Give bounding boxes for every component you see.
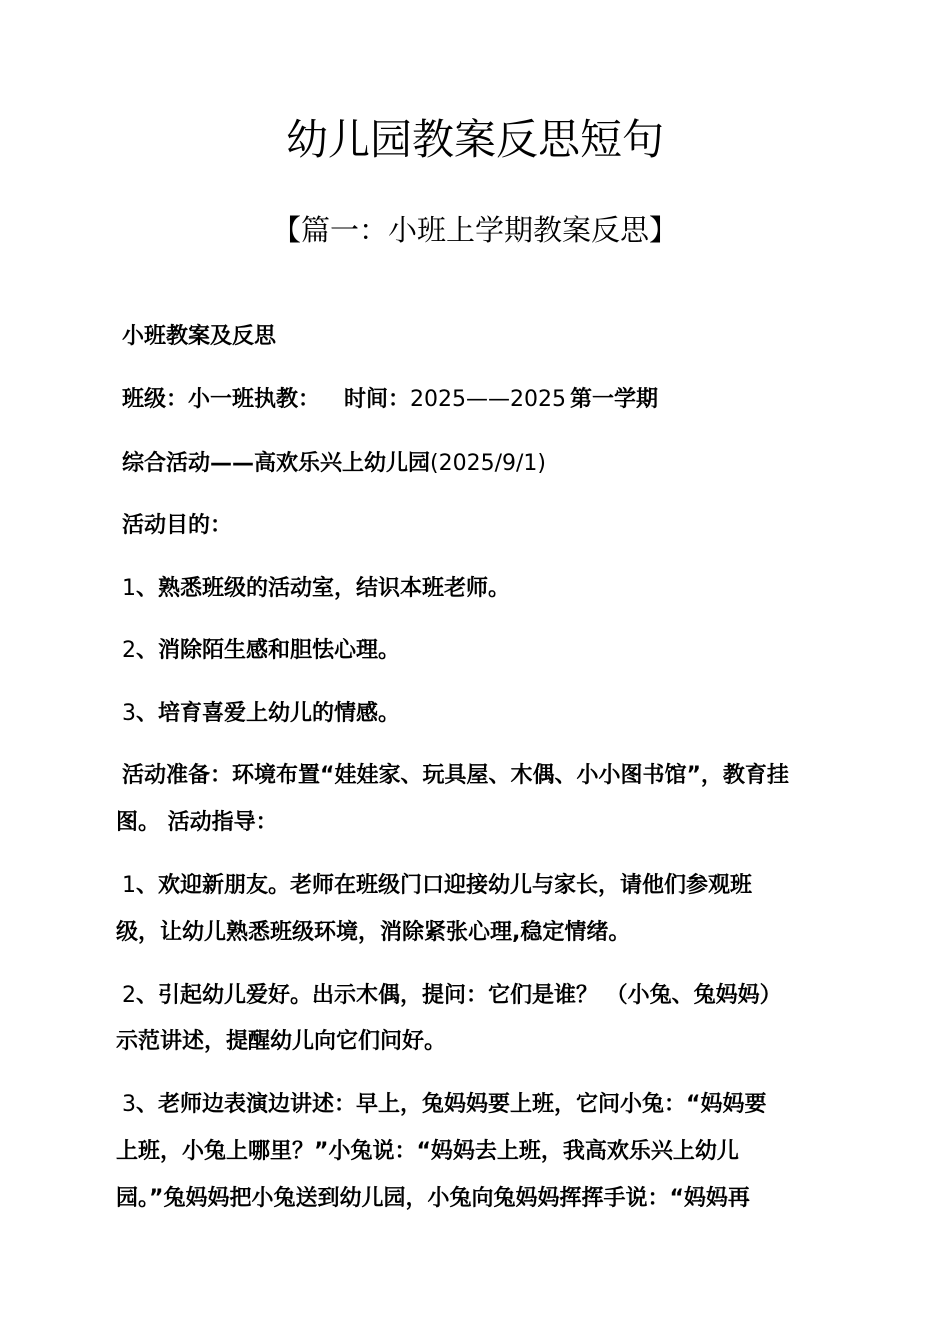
document-title: 幼儿园教案反思短句 bbox=[285, 115, 664, 164]
goal-item bbox=[122, 699, 400, 729]
term-label: 第一学期 bbox=[570, 387, 659, 412]
goal-text: 、培育喜爱上幼儿的情感。 bbox=[136, 701, 401, 726]
prep-line: 活动准备：环境布置“娃娃家、玩具屋、木偶、小小图书馆”，教育挂 bbox=[122, 763, 789, 788]
goal-number: 1 bbox=[122, 576, 136, 601]
goal-number: 3 bbox=[122, 701, 136, 726]
section-heading: 小班教案及反思 bbox=[122, 324, 277, 349]
step-line bbox=[122, 981, 782, 1011]
activity-date: (2025/9/1) bbox=[430, 451, 546, 476]
step-number: 3 bbox=[122, 1092, 136, 1117]
step-text: 、老师边表演边讲述：早上，兔妈妈要上班，它问小兔：“妈妈要 bbox=[136, 1092, 767, 1117]
step-number: 2 bbox=[122, 983, 136, 1008]
step-line bbox=[122, 871, 752, 901]
activity-title: 综合活动——高欢乐兴上幼儿园 bbox=[122, 451, 431, 476]
time-value: 2025——2025 bbox=[410, 387, 567, 412]
activity-title-line bbox=[122, 449, 546, 479]
time-label: 时间： bbox=[344, 387, 411, 412]
class-info-line bbox=[122, 385, 658, 415]
goal-heading: 活动目的： bbox=[122, 513, 233, 538]
step-line: 示范讲述，提醒幼儿向它们问好。 bbox=[116, 1029, 447, 1054]
goal-item bbox=[122, 574, 510, 604]
prep-line: 图。 活动指导： bbox=[116, 810, 278, 835]
step-line: 级，让幼儿熟悉班级环境，消除紧张心理,稳定情绪。 bbox=[116, 920, 631, 945]
document-subtitle: 【篇一：小班上学期教案反思】 bbox=[271, 213, 678, 247]
step-line bbox=[122, 1090, 766, 1120]
step-text: 、欢迎新朋友。老师在班级门口迎接幼儿与家长，请他们参观班 bbox=[136, 873, 753, 898]
goal-text: 、熟悉班级的活动室，结识本班老师。 bbox=[136, 576, 511, 601]
goal-text: 、消除陌生感和胆怯心理。 bbox=[136, 638, 401, 663]
step-line: 上班，小兔上哪里？”小兔说：“妈妈去上班，我高欢乐兴上幼儿 bbox=[116, 1139, 739, 1164]
step-text: 、引起幼儿爱好。出示木偶，提问：它们是谁？ （小兔、兔妈妈） bbox=[136, 983, 782, 1008]
class-info-label: 班级：小一班执教： bbox=[122, 387, 321, 412]
step-line: 园。”兔妈妈把小兔送到幼儿园，小兔向兔妈妈挥挥手说：“妈妈再 bbox=[116, 1186, 750, 1211]
goal-item bbox=[122, 636, 400, 666]
goal-number: 2 bbox=[122, 638, 136, 663]
step-number: 1 bbox=[122, 873, 136, 898]
